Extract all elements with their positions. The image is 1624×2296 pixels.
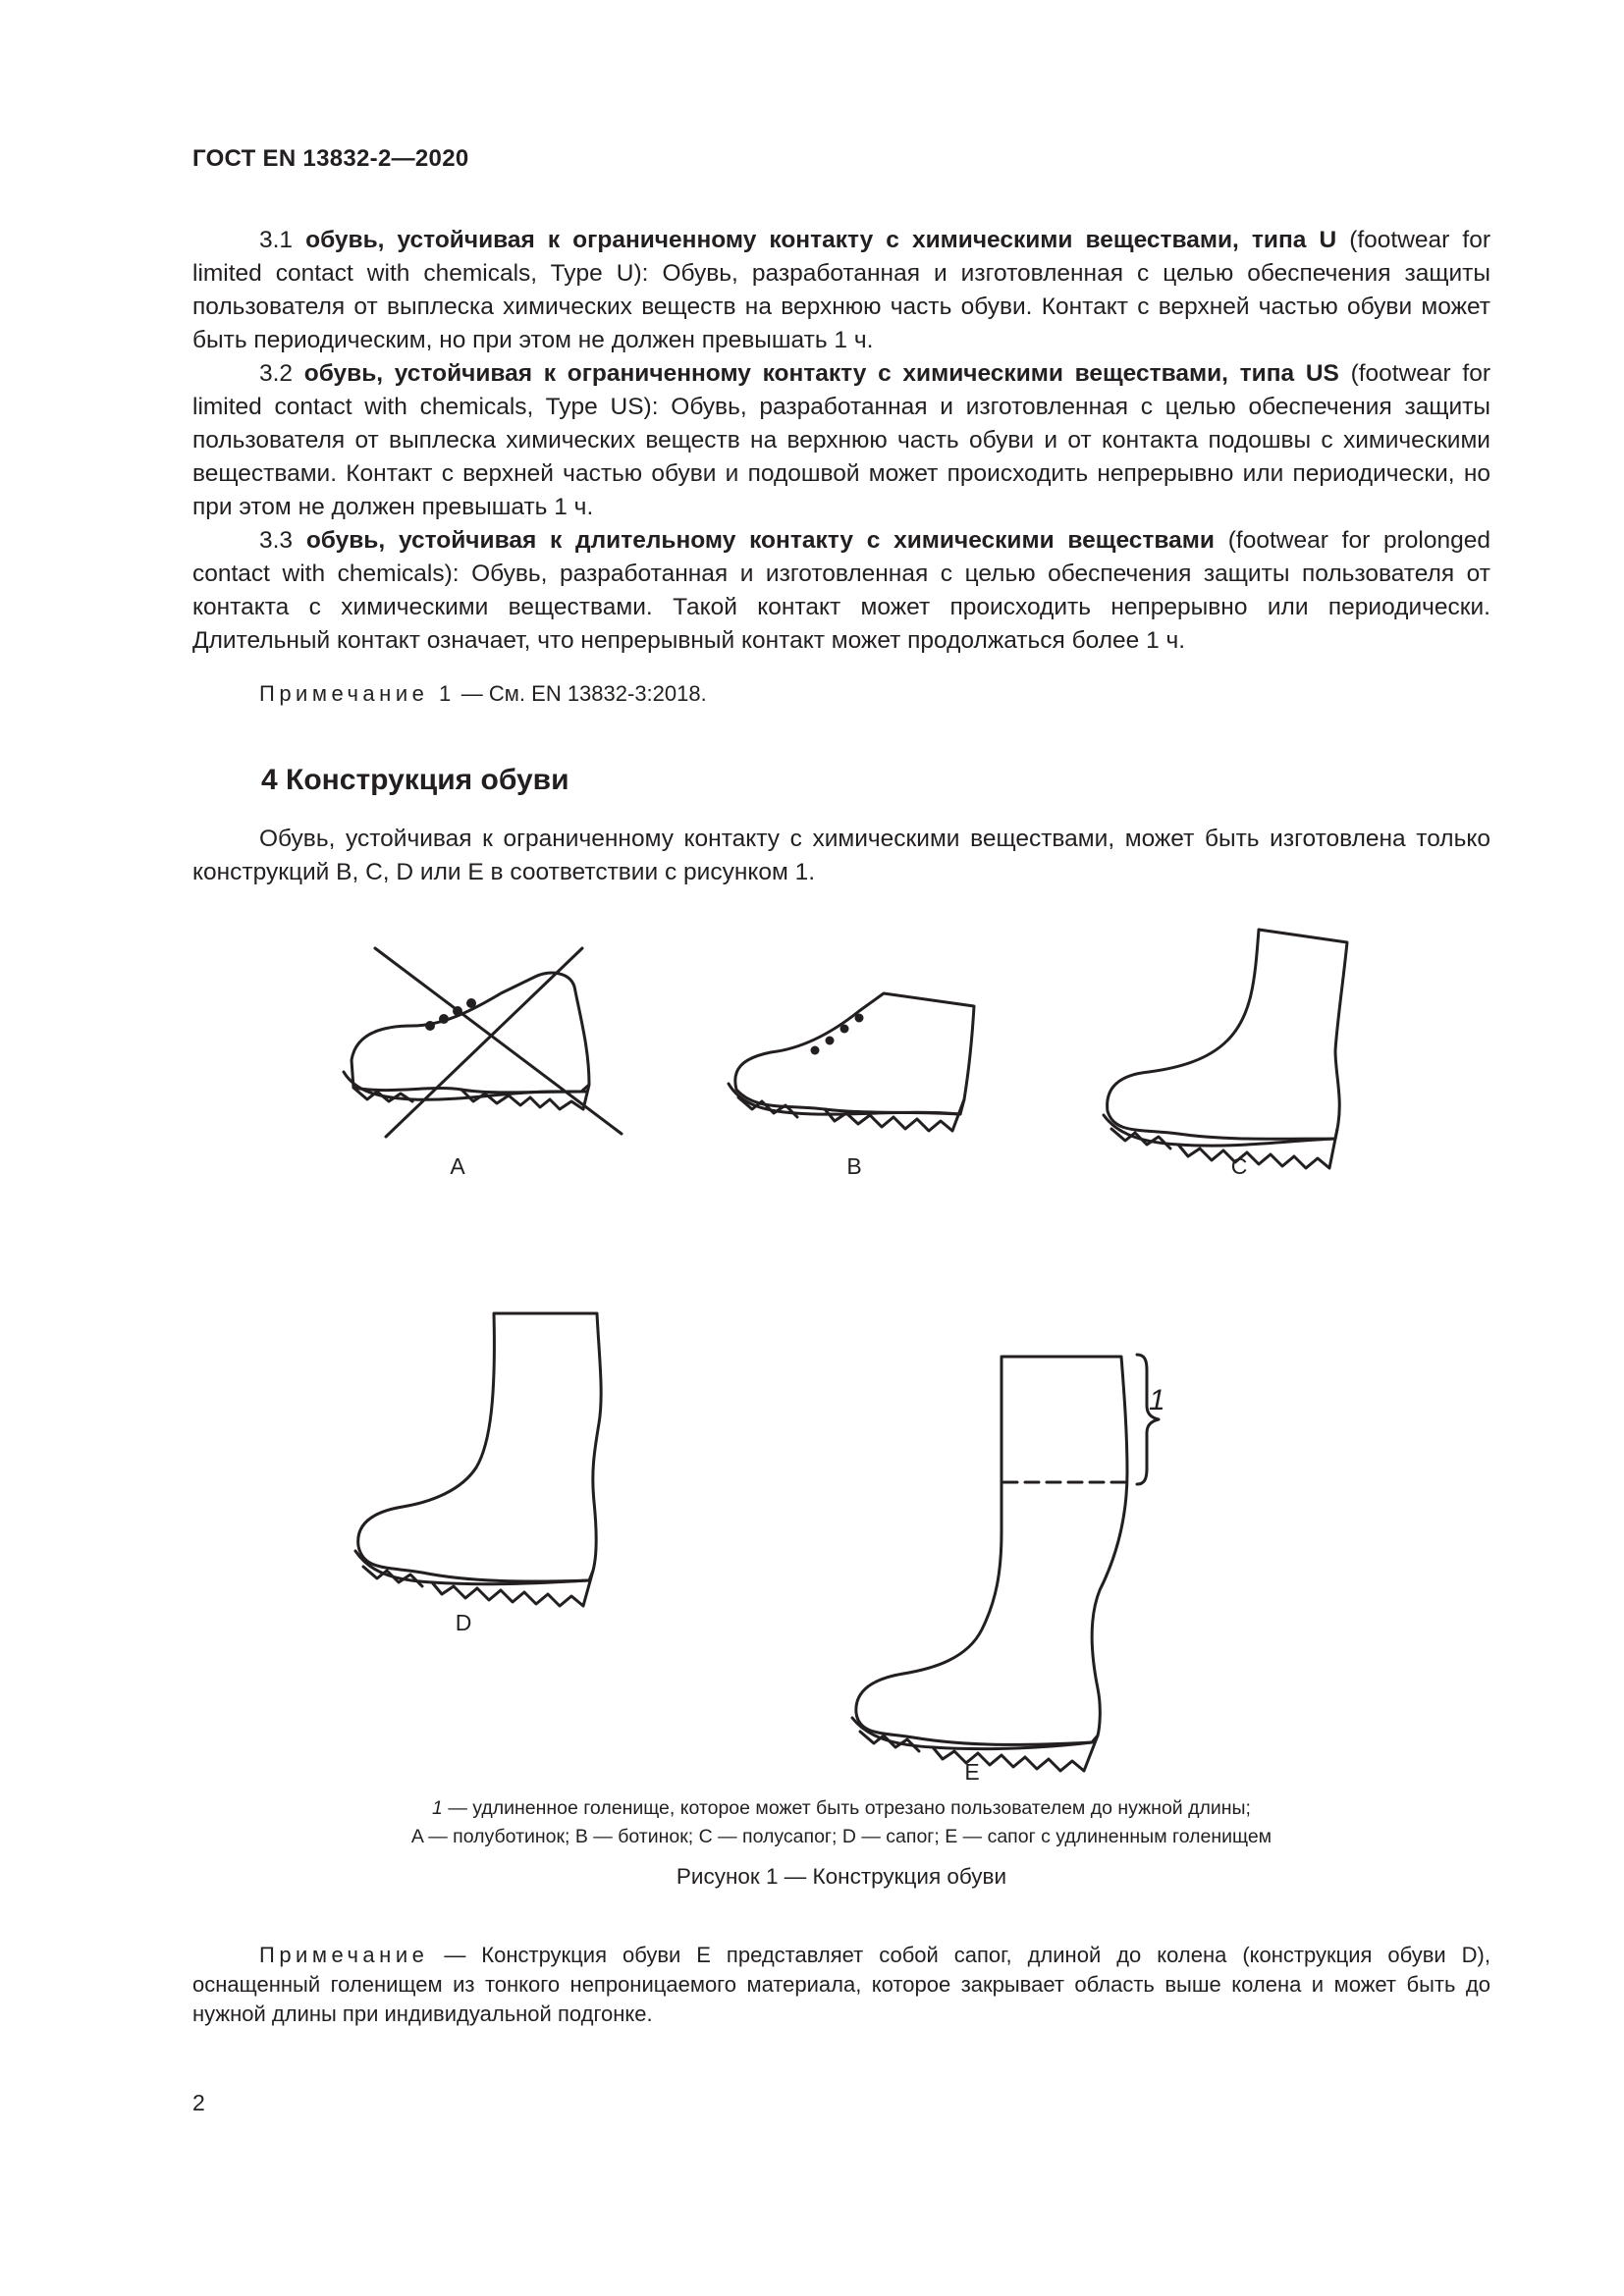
note-text: — См. EN 13832-3:2018.: [455, 681, 707, 706]
key-text: — удлиненное голенище, которое может быть отрезано пользователем до нужной длины;: [442, 1797, 1251, 1819]
definition-number: 3.1: [259, 227, 294, 253]
callout-number: 1: [1149, 1384, 1165, 1416]
label-c: C: [1230, 1153, 1248, 1179]
definition-term: обувь, устойчивая к ограниченному контакту с химическими веществами, типа U: [305, 227, 1337, 253]
label-e: E: [964, 1759, 980, 1785]
label-d: D: [455, 1610, 472, 1635]
section-4-intro: Обувь, устойчивая к ограниченному контакту с химическими веществами, может быть изготовлена только конструкций B, C, D или E в соответствии с рисунком 1.: [192, 826, 1490, 885]
page-number: 2: [192, 2090, 205, 2115]
document-header: ГОСТ EN 13832-2—2020: [192, 145, 469, 172]
definition-text: (footwear for prolonged contact with chemicals): Обувь, разработанная и изготовленная с целью обеспечения защиты пользователя от контакта с химическими веществами. Такой контакт может происходить непрерывно или периодически. Длительный контакт означает, что непрерывный контакт может продолжаться более 1 ч.: [192, 527, 1490, 654]
label-a: A: [450, 1153, 465, 1179]
figure-key-line-1: [192, 1794, 1490, 1823]
shoe-c-drawing: [1104, 930, 1347, 1168]
definition-number: 3.3: [259, 527, 294, 554]
shoe-b-drawing: [729, 993, 974, 1131]
shoe-a-drawing: [344, 948, 622, 1137]
definition-text: (footwear for limited contact with chemicals, Type U): Обувь, разработанная и изготовленная с целью обеспечения защиты пользователя от выплеска химических веществ на верхнюю часть обуви. Контакт с верхней частью обуви может быть периодическим, но при этом не должен превышать 1 ч.: [192, 227, 1490, 353]
section-4-title: 4 Конструкция обуви: [261, 764, 569, 796]
definition-number: 3.2: [259, 360, 294, 387]
label-b: B: [846, 1153, 862, 1179]
final-note-block: [192, 1941, 1490, 2029]
definition-term: обувь, устойчивая к длительному контакту с химическими веществами: [305, 527, 1215, 554]
definition-term: обувь, устойчивая к ограниченному контакту с химическими веществами, типа US: [303, 360, 1339, 387]
note-label: Примечание 1: [259, 681, 456, 706]
definition-text: (footwear for limited contact with chemicals, Type US): Обувь, разработанная и изготовленная с целью обеспечения защиты пользователя от выплеска химических веществ на верхнюю часть обуви и от контакта подошвы с химическими веществами. Контакт с верхней частью обуви и подошвой может происходить непрерывно или периодически, но при этом не должен превышать 1 ч.: [192, 360, 1490, 520]
callout-brace: [1137, 1355, 1159, 1484]
figure-key: [192, 1794, 1490, 1851]
shoe-e-drawing: [852, 1355, 1159, 1771]
note-label: Примечание: [259, 1943, 429, 1967]
figure-title: Рисунок 1 — Конструкция обуви: [676, 1864, 1007, 1889]
figure-key-line-2: A — полуботинок; B — ботинок; C — полусапог; D — сапог; E — сапог с удлиненным голенищем: [410, 1826, 1272, 1847]
shoe-d-drawing: [355, 1313, 601, 1606]
note-text: — Конструкция обуви E представляет собой сапог, длиной до колена (конструкция обуви D), оснащенный голенищем из тонкого непроницаемого материала, которое закрывает область выше колена и может быть до нужной длины при индивидуальной подгонке.: [192, 1943, 1490, 2026]
final-note: [192, 1941, 1490, 2029]
key-number: 1: [432, 1797, 443, 1819]
